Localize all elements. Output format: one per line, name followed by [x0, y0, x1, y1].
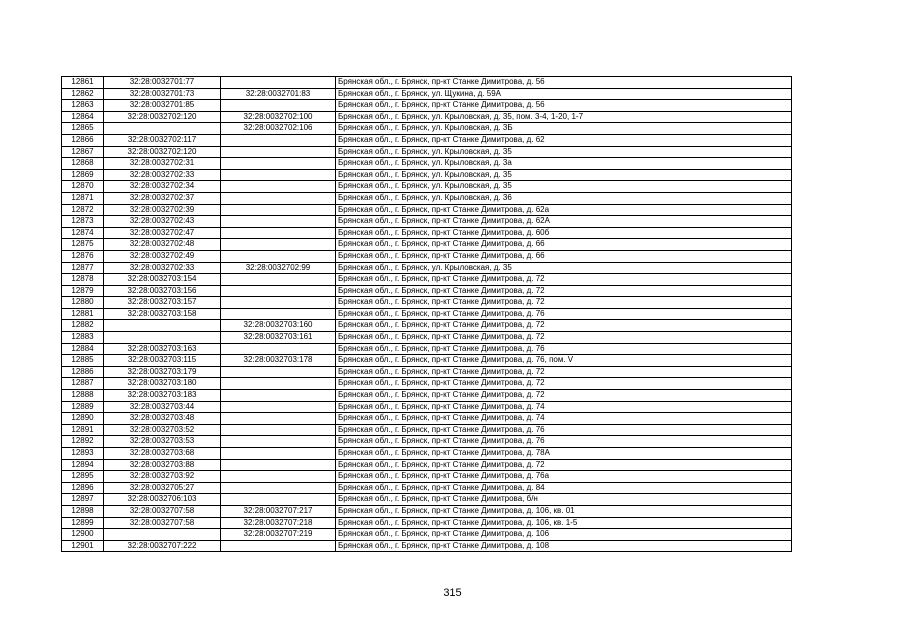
address-cell: Брянская обл., г. Брянск, пр-кт Станке Димитрова, д. 72 [336, 274, 792, 286]
row-number-cell: 12867 [62, 146, 104, 158]
cadastral-number-cell: 32:28:0032702:34 [104, 181, 221, 193]
related-cadastral-number-cell [221, 297, 336, 309]
cadastral-number-cell: 32:28:0032703:183 [104, 390, 221, 402]
cadastral-number-cell: 32:28:0032702:120 [104, 146, 221, 158]
row-number-cell: 12862 [62, 88, 104, 100]
cadastral-number-cell: 32:28:0032707:58 [104, 517, 221, 529]
table-row [62, 332, 792, 344]
table-row [62, 494, 792, 506]
row-number-cell: 12879 [62, 285, 104, 297]
table-row [62, 227, 792, 239]
cadastral-number-cell: 32:28:0032702:39 [104, 204, 221, 216]
address-cell: Брянская обл., г. Брянск, пр-кт Станке Димитрова, д. 72 [336, 390, 792, 402]
related-cadastral-number-cell: 32:28:0032703:161 [221, 332, 336, 344]
table-row [62, 77, 792, 89]
row-number-cell: 12866 [62, 134, 104, 146]
related-cadastral-number-cell [221, 100, 336, 112]
row-number-cell: 12892 [62, 436, 104, 448]
cadastral-number-cell: 32:28:0032703:156 [104, 285, 221, 297]
address-cell: Брянская обл., г. Брянск, пр-кт Станке Димитрова, д. 66 [336, 239, 792, 251]
row-number-cell: 12888 [62, 390, 104, 402]
row-number-cell: 12869 [62, 169, 104, 181]
table-row [62, 216, 792, 228]
table-row [62, 366, 792, 378]
cadastral-number-cell: 32:28:0032701:77 [104, 77, 221, 89]
cadastral-number-cell: 32:28:0032702:33 [104, 262, 221, 274]
page-number: 315 [443, 587, 462, 599]
cadastral-number-cell [104, 320, 221, 332]
address-cell: Брянская обл., г. Брянск, ул. Крыловская, д. 36 [336, 192, 792, 204]
row-number-cell: 12891 [62, 424, 104, 436]
related-cadastral-number-cell [221, 482, 336, 494]
related-cadastral-number-cell [221, 390, 336, 402]
address-cell: Брянская обл., г. Брянск, ул. Крыловская, д. 35 [336, 169, 792, 181]
row-number-cell: 12874 [62, 227, 104, 239]
cadastral-number-cell: 32:28:0032703:44 [104, 401, 221, 413]
address-cell: Брянская обл., г. Брянск, ул. Крыловская, д. 35, пом. 3-4, 1-20, 1-7 [336, 111, 792, 123]
cadastral-number-cell: 32:28:0032703:68 [104, 448, 221, 460]
cadastral-number-cell: 32:28:0032703:179 [104, 366, 221, 378]
address-cell: Брянская обл., г. Брянск, пр-кт Станке Димитрова, д. 78А [336, 448, 792, 460]
cadastral-number-cell: 32:28:0032707:58 [104, 505, 221, 517]
table-row [62, 471, 792, 483]
cadastral-number-cell: 32:28:0032703:180 [104, 378, 221, 390]
cadastral-number-cell: 32:28:0032703:48 [104, 413, 221, 425]
related-cadastral-number-cell [221, 459, 336, 471]
cadastral-number-cell [104, 123, 221, 135]
address-cell: Брянская обл., г. Брянск, пр-кт Станке Димитрова, д. 62 [336, 134, 792, 146]
row-number-cell: 12901 [62, 540, 104, 552]
table-row [62, 169, 792, 181]
address-cell: Брянская обл., г. Брянск, ул. Щукина, д. 59А [336, 88, 792, 100]
table-row [62, 436, 792, 448]
address-cell: Брянская обл., г. Брянск, пр-кт Станке Димитрова, д. 106 [336, 529, 792, 541]
table-row [62, 505, 792, 517]
cadastral-number-cell: 32:28:0032706:103 [104, 494, 221, 506]
cadastral-number-cell: 32:28:0032702:47 [104, 227, 221, 239]
related-cadastral-number-cell [221, 169, 336, 181]
related-cadastral-number-cell [221, 146, 336, 158]
related-cadastral-number-cell [221, 77, 336, 89]
row-number-cell: 12884 [62, 343, 104, 355]
table-row [62, 297, 792, 309]
table-row [62, 262, 792, 274]
table-row [62, 146, 792, 158]
address-cell: Брянская обл., г. Брянск, пр-кт Станке Димитрова, д. 74 [336, 401, 792, 413]
address-cell: Брянская обл., г. Брянск, пр-кт Станке Димитрова, д. 106, кв. 01 [336, 505, 792, 517]
row-number-cell: 12885 [62, 355, 104, 367]
address-cell: Брянская обл., г. Брянск, пр-кт Станке Димитрова, д. 72 [336, 332, 792, 344]
address-cell: Брянская обл., г. Брянск, пр-кт Станке Димитрова, д. 76а [336, 471, 792, 483]
cadastral-number-cell [104, 332, 221, 344]
row-number-cell: 12890 [62, 413, 104, 425]
related-cadastral-number-cell [221, 494, 336, 506]
table-row [62, 540, 792, 552]
table-row [62, 424, 792, 436]
related-cadastral-number-cell [221, 540, 336, 552]
table-row [62, 517, 792, 529]
table-row [62, 111, 792, 123]
address-cell: Брянская обл., г. Брянск, пр-кт Станке Димитрова, д. 106, кв. 1-5 [336, 517, 792, 529]
address-cell: Брянская обл., г. Брянск, ул. Крыловская, д. 3Б [336, 123, 792, 135]
address-cell: Брянская обл., г. Брянск, пр-кт Станке Димитрова, д. 62а [336, 204, 792, 216]
related-cadastral-number-cell [221, 378, 336, 390]
related-cadastral-number-cell [221, 192, 336, 204]
row-number-cell: 12882 [62, 320, 104, 332]
related-cadastral-number-cell: 32:28:0032703:160 [221, 320, 336, 332]
related-cadastral-number-cell [221, 239, 336, 251]
related-cadastral-number-cell: 32:28:0032702:106 [221, 123, 336, 135]
address-cell: Брянская обл., г. Брянск, ул. Крыловская, д. 3а [336, 158, 792, 170]
row-number-cell: 12868 [62, 158, 104, 170]
table-row [62, 390, 792, 402]
row-number-cell: 12886 [62, 366, 104, 378]
address-cell: Брянская обл., г. Брянск, пр-кт Станке Димитрова, д. 72 [336, 320, 792, 332]
row-number-cell: 12895 [62, 471, 104, 483]
cadastral-number-cell: 32:28:0032703:53 [104, 436, 221, 448]
address-cell: Брянская обл., г. Брянск, пр-кт Станке Димитрова, д. 72 [336, 366, 792, 378]
table-row [62, 320, 792, 332]
register-table-body [62, 77, 792, 552]
address-cell: Брянская обл., г. Брянск, пр-кт Станке Димитрова, д. 76, пом. V [336, 355, 792, 367]
row-number-cell: 12865 [62, 123, 104, 135]
cadastral-number-cell: 32:28:0032702:120 [104, 111, 221, 123]
related-cadastral-number-cell: 32:28:0032707:217 [221, 505, 336, 517]
related-cadastral-number-cell [221, 366, 336, 378]
row-number-cell: 12887 [62, 378, 104, 390]
row-number-cell: 12875 [62, 239, 104, 251]
table-row [62, 482, 792, 494]
address-cell: Брянская обл., г. Брянск, пр-кт Станке Димитрова, д. 66 [336, 250, 792, 262]
related-cadastral-number-cell: 32:28:0032702:100 [221, 111, 336, 123]
table-row [62, 192, 792, 204]
row-number-cell: 12863 [62, 100, 104, 112]
address-cell: Брянская обл., г. Брянск, пр-кт Станке Димитрова, д. 108 [336, 540, 792, 552]
table-row [62, 401, 792, 413]
cadastral-number-cell: 32:28:0032703:157 [104, 297, 221, 309]
table-row [62, 308, 792, 320]
row-number-cell: 12889 [62, 401, 104, 413]
row-number-cell: 12897 [62, 494, 104, 506]
table-row [62, 239, 792, 251]
cadastral-number-cell: 32:28:0032701:85 [104, 100, 221, 112]
table-row [62, 100, 792, 112]
row-number-cell: 12871 [62, 192, 104, 204]
row-number-cell: 12900 [62, 529, 104, 541]
cadastral-number-cell: 32:28:0032703:163 [104, 343, 221, 355]
table-row [62, 285, 792, 297]
cadastral-number-cell: 32:28:0032702:48 [104, 239, 221, 251]
row-number-cell: 12877 [62, 262, 104, 274]
address-cell: Брянская обл., г. Брянск, ул. Крыловская, д. 35 [336, 181, 792, 193]
cadastral-number-cell: 32:28:0032702:31 [104, 158, 221, 170]
table-row [62, 158, 792, 170]
table-row [62, 459, 792, 471]
related-cadastral-number-cell [221, 274, 336, 286]
cadastral-number-cell: 32:28:0032707:222 [104, 540, 221, 552]
address-cell: Брянская обл., г. Брянск, пр-кт Станке Димитрова, д. 74 [336, 413, 792, 425]
row-number-cell: 12861 [62, 77, 104, 89]
row-number-cell: 12881 [62, 308, 104, 320]
related-cadastral-number-cell [221, 424, 336, 436]
related-cadastral-number-cell: 32:28:0032702:99 [221, 262, 336, 274]
address-cell: Брянская обл., г. Брянск, пр-кт Станке Димитрова, б/н [336, 494, 792, 506]
cadastral-number-cell: 32:28:0032703:92 [104, 471, 221, 483]
related-cadastral-number-cell: 32:28:0032707:218 [221, 517, 336, 529]
row-number-cell: 12870 [62, 181, 104, 193]
related-cadastral-number-cell [221, 158, 336, 170]
address-cell: Брянская обл., г. Брянск, пр-кт Станке Димитрова, д. 72 [336, 378, 792, 390]
row-number-cell: 12872 [62, 204, 104, 216]
register-table [61, 76, 792, 552]
table-row [62, 343, 792, 355]
address-cell: Брянская обл., г. Брянск, ул. Крыловская, д. 35 [336, 146, 792, 158]
table-row [62, 88, 792, 100]
related-cadastral-number-cell [221, 227, 336, 239]
cadastral-number-cell: 32:28:0032701:73 [104, 88, 221, 100]
row-number-cell: 12878 [62, 274, 104, 286]
row-number-cell: 12899 [62, 517, 104, 529]
cadastral-number-cell: 32:28:0032702:49 [104, 250, 221, 262]
table-row [62, 204, 792, 216]
address-cell: Брянская обл., г. Брянск, ул. Крыловская, д. 35 [336, 262, 792, 274]
related-cadastral-number-cell [221, 448, 336, 460]
cadastral-number-cell: 32:28:0032703:88 [104, 459, 221, 471]
row-number-cell: 12873 [62, 216, 104, 228]
related-cadastral-number-cell [221, 413, 336, 425]
address-cell: Брянская обл., г. Брянск, пр-кт Станке Димитрова, д. 76 [336, 436, 792, 448]
cadastral-number-cell: 32:28:0032703:52 [104, 424, 221, 436]
row-number-cell: 12898 [62, 505, 104, 517]
related-cadastral-number-cell [221, 216, 336, 228]
row-number-cell: 12864 [62, 111, 104, 123]
address-cell: Брянская обл., г. Брянск, пр-кт Станке Димитрова, д. 60б [336, 227, 792, 239]
cadastral-number-cell: 32:28:0032703:154 [104, 274, 221, 286]
row-number-cell: 12883 [62, 332, 104, 344]
table-row [62, 413, 792, 425]
address-cell: Брянская обл., г. Брянск, пр-кт Станке Димитрова, д. 76 [336, 424, 792, 436]
cadastral-number-cell: 32:28:0032702:117 [104, 134, 221, 146]
related-cadastral-number-cell [221, 204, 336, 216]
related-cadastral-number-cell [221, 134, 336, 146]
related-cadastral-number-cell [221, 308, 336, 320]
table-row [62, 448, 792, 460]
address-cell: Брянская обл., г. Брянск, пр-кт Станке Димитрова, д. 56 [336, 77, 792, 89]
related-cadastral-number-cell: 32:28:0032703:178 [221, 355, 336, 367]
related-cadastral-number-cell: 32:28:0032701:83 [221, 88, 336, 100]
address-cell: Брянская обл., г. Брянск, пр-кт Станке Димитрова, д. 76 [336, 343, 792, 355]
cadastral-number-cell: 32:28:0032705:27 [104, 482, 221, 494]
address-cell: Брянская обл., г. Брянск, пр-кт Станке Димитрова, д. 72 [336, 297, 792, 309]
address-cell: Брянская обл., г. Брянск, пр-кт Станке Димитрова, д. 62А [336, 216, 792, 228]
cadastral-number-cell: 32:28:0032703:115 [104, 355, 221, 367]
cadastral-number-cell [104, 529, 221, 541]
table-row [62, 134, 792, 146]
row-number-cell: 12893 [62, 448, 104, 460]
address-cell: Брянская обл., г. Брянск, пр-кт Станке Димитрова, д. 72 [336, 285, 792, 297]
row-number-cell: 12880 [62, 297, 104, 309]
table-row [62, 123, 792, 135]
table-row [62, 378, 792, 390]
address-cell: Брянская обл., г. Брянск, пр-кт Станке Димитрова, д. 56 [336, 100, 792, 112]
related-cadastral-number-cell [221, 181, 336, 193]
cadastral-number-cell: 32:28:0032702:33 [104, 169, 221, 181]
cadastral-number-cell: 32:28:0032702:43 [104, 216, 221, 228]
address-cell: Брянская обл., г. Брянск, пр-кт Станке Димитрова, д. 76 [336, 308, 792, 320]
table-row [62, 529, 792, 541]
cadastral-number-cell: 32:28:0032703:158 [104, 308, 221, 320]
related-cadastral-number-cell: 32:28:0032707:219 [221, 529, 336, 541]
related-cadastral-number-cell [221, 250, 336, 262]
table-row [62, 274, 792, 286]
address-cell: Брянская обл., г. Брянск, пр-кт Станке Димитрова, д. 72 [336, 459, 792, 471]
table-row [62, 355, 792, 367]
row-number-cell: 12876 [62, 250, 104, 262]
cadastral-number-cell: 32:28:0032702:37 [104, 192, 221, 204]
related-cadastral-number-cell [221, 436, 336, 448]
table-row [62, 250, 792, 262]
row-number-cell: 12894 [62, 459, 104, 471]
related-cadastral-number-cell [221, 285, 336, 297]
table-row [62, 181, 792, 193]
related-cadastral-number-cell [221, 471, 336, 483]
row-number-cell: 12896 [62, 482, 104, 494]
related-cadastral-number-cell [221, 343, 336, 355]
address-cell: Брянская обл., г. Брянск, пр-кт Станке Димитрова, д. 84 [336, 482, 792, 494]
related-cadastral-number-cell [221, 401, 336, 413]
